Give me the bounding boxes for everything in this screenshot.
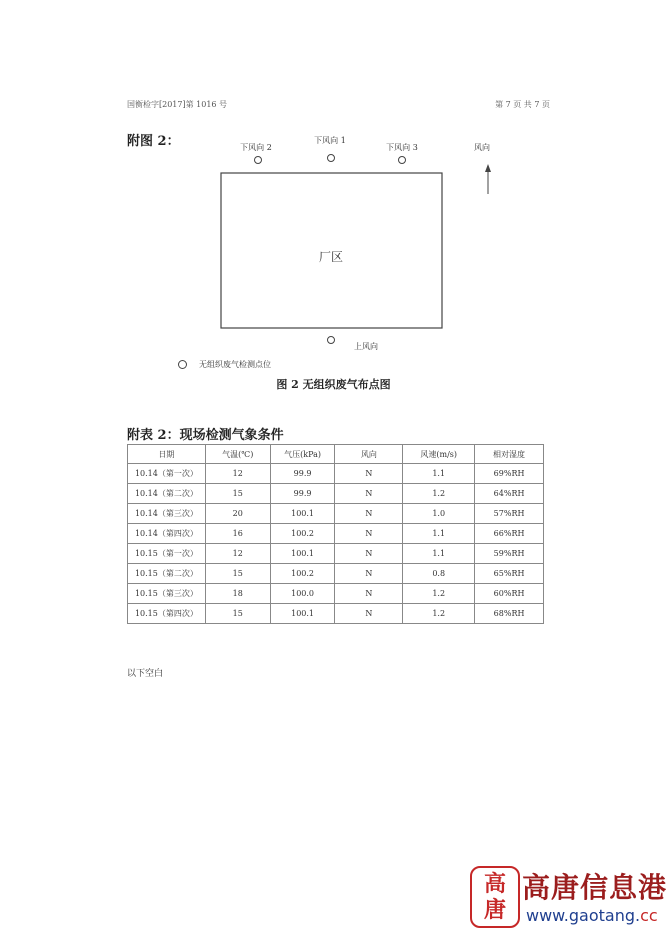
wind-arrow-head xyxy=(485,164,491,172)
cell-pressure: 99.9 xyxy=(270,464,335,484)
cell-pressure: 100.0 xyxy=(270,584,335,604)
table-row xyxy=(128,464,544,484)
cell-wind-direction: N xyxy=(335,484,403,504)
point-downwind-1 xyxy=(328,155,335,162)
cell-wind-speed: 1.0 xyxy=(403,504,475,524)
cell-pressure: 100.1 xyxy=(270,604,335,624)
header-wind-speed: 风速(m/s) xyxy=(403,445,475,464)
cell-date: 10.15（第四次） xyxy=(128,604,206,624)
cell-wind-direction: N xyxy=(335,584,403,604)
brand-url-tld: cc xyxy=(640,906,658,925)
document-number: 国衡检字[2017]第 1016 号 xyxy=(127,100,228,109)
cell-date: 10.14（第三次） xyxy=(128,504,206,524)
point-label-downwind-2: 下风向 2 xyxy=(240,143,272,152)
site-watermark xyxy=(470,860,667,930)
weather-conditions-table xyxy=(127,444,544,624)
table-row xyxy=(128,504,544,524)
table-row xyxy=(128,524,544,544)
cell-temperature: 12 xyxy=(205,464,270,484)
cell-wind-speed: 0.8 xyxy=(403,564,475,584)
cell-wind-speed: 1.1 xyxy=(403,464,475,484)
table-row xyxy=(128,564,544,584)
cell-humidity: 68%RH xyxy=(475,604,544,624)
point-label-downwind-3: 下风向 3 xyxy=(386,143,418,152)
cell-date: 10.14（第二次） xyxy=(128,484,206,504)
header-date: 日期 xyxy=(128,445,206,464)
cell-date: 10.15（第三次） xyxy=(128,584,206,604)
header-wind-direction: 风向 xyxy=(335,445,403,464)
header-humidity: 相对湿度 xyxy=(475,445,544,464)
factory-area-label: 厂区 xyxy=(318,250,344,264)
cell-pressure: 100.2 xyxy=(270,524,335,544)
cell-temperature: 16 xyxy=(205,524,270,544)
header-temperature: 气温(℃) xyxy=(205,445,270,464)
cell-humidity: 57%RH xyxy=(475,504,544,524)
cell-pressure: 100.1 xyxy=(270,504,335,524)
header-pressure: 气压(kPa) xyxy=(270,445,335,464)
table-row xyxy=(128,484,544,504)
cell-pressure: 100.1 xyxy=(270,544,335,564)
legend-circle-icon xyxy=(178,360,187,369)
point-downwind-3 xyxy=(399,157,406,164)
cell-wind-speed: 1.2 xyxy=(403,584,475,604)
brand-url-main: www.gaotang. xyxy=(526,906,641,925)
point-label-downwind-1: 下风向 1 xyxy=(314,136,346,145)
cell-humidity: 69%RH xyxy=(475,464,544,484)
wind-direction-label: 风向 xyxy=(474,143,490,152)
cell-humidity: 60%RH xyxy=(475,584,544,604)
cell-wind-direction: N xyxy=(335,544,403,564)
end-of-content-note: 以下空白 xyxy=(127,669,164,679)
cell-wind-speed: 1.1 xyxy=(403,524,475,544)
cell-wind-speed: 1.2 xyxy=(403,604,475,624)
cell-temperature: 18 xyxy=(205,584,270,604)
page-info: 第 7 页 共 7 页 xyxy=(495,100,550,109)
seal-char-top: 高 xyxy=(483,871,506,897)
cell-date: 10.15（第二次） xyxy=(128,564,206,584)
cell-humidity: 59%RH xyxy=(475,544,544,564)
sampling-layout-diagram xyxy=(0,0,667,420)
cell-wind-direction: N xyxy=(335,604,403,624)
table-header-row xyxy=(128,445,544,464)
table-row xyxy=(128,604,544,624)
cell-wind-direction: N xyxy=(335,524,403,544)
brand-url xyxy=(526,906,658,925)
cell-humidity: 64%RH xyxy=(475,484,544,504)
cell-wind-speed: 1.1 xyxy=(403,544,475,564)
brand-seal-logo xyxy=(470,866,520,928)
diagram-legend xyxy=(178,359,271,370)
cell-temperature: 15 xyxy=(205,564,270,584)
point-downwind-2 xyxy=(255,157,262,164)
cell-pressure: 99.9 xyxy=(270,484,335,504)
cell-wind-direction: N xyxy=(335,504,403,524)
table-row xyxy=(128,544,544,564)
cell-date: 10.14（第一次） xyxy=(128,464,206,484)
cell-date: 10.14（第四次） xyxy=(128,524,206,544)
cell-humidity: 65%RH xyxy=(475,564,544,584)
cell-temperature: 12 xyxy=(205,544,270,564)
point-label-upwind: 上风向 xyxy=(354,342,378,351)
cell-date: 10.15（第一次） xyxy=(128,544,206,564)
seal-char-bottom: 唐 xyxy=(483,897,506,923)
legend-label: 无组织废气检测点位 xyxy=(199,360,271,369)
cell-wind-direction: N xyxy=(335,464,403,484)
cell-temperature: 15 xyxy=(205,604,270,624)
table-title: 附表 2：现场检测气象条件 xyxy=(127,428,284,443)
figure-title: 附图 2： xyxy=(127,134,180,149)
cell-temperature: 15 xyxy=(205,484,270,504)
cell-wind-speed: 1.2 xyxy=(403,484,475,504)
cell-wind-direction: N xyxy=(335,564,403,584)
figure-caption: 图 2 无组织废气布点图 xyxy=(276,378,391,391)
table-row xyxy=(128,584,544,604)
point-upwind xyxy=(328,337,335,344)
cell-temperature: 20 xyxy=(205,504,270,524)
brand-name: 高唐信息港 xyxy=(522,871,667,904)
cell-humidity: 66%RH xyxy=(475,524,544,544)
cell-pressure: 100.2 xyxy=(270,564,335,584)
